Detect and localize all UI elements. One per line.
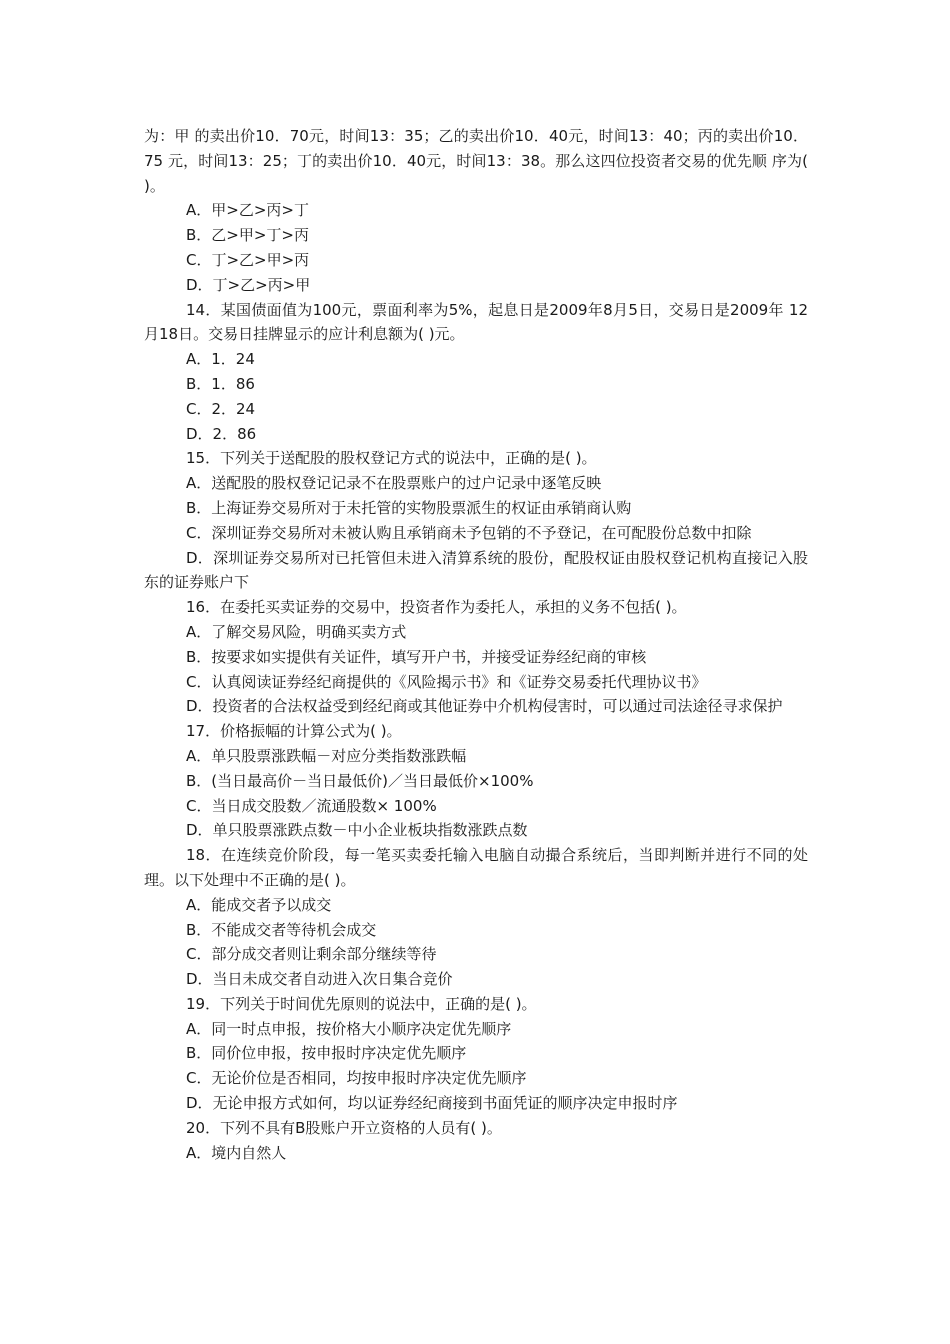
q13-option-c: C．丁>乙>甲>丙 bbox=[186, 250, 310, 269]
q17-option-a: A．单只股票涨跌幅－对应分类指数涨跌幅 bbox=[186, 746, 467, 765]
q18-option-c: C．部分成交者则让剩余部分继续等待 bbox=[186, 945, 437, 964]
q14-option-a: A．1．24 bbox=[186, 350, 255, 369]
q13-option-b: B．乙>甲>丁>丙 bbox=[186, 226, 309, 245]
q16-option-c: C．认真阅读证券经纪商提供的《风险揭示书》和《证券交易委托代理协议书》 bbox=[186, 672, 707, 691]
q19-option-d: D．无论申报方式如何，均以证券经纪商接到书面凭证的顺序决定申报时序 bbox=[186, 1094, 678, 1113]
q18-option-b: B．不能成交者等待机会成交 bbox=[186, 920, 377, 939]
q14-option-c: C．2．24 bbox=[186, 399, 256, 418]
q18-option-a: A．能成交者予以成交 bbox=[186, 895, 332, 914]
q17-option-d: D．单只股票涨跌点数－中小企业板块指数涨跌点数 bbox=[186, 821, 528, 840]
question-15: 15．下列关于送配股的股权登记方式的说法中，正确的是( )。 bbox=[186, 449, 597, 468]
question-19: 19．下列关于时间优先原则的说法中，正确的是( )。 bbox=[186, 994, 537, 1013]
q15-option-a: A．送配股的股权登记记录不在股票账户的过户记录中逐笔反映 bbox=[186, 474, 602, 493]
q19-option-c: C．无论价位是否相同，均按申报时序决定优先顺序 bbox=[186, 1069, 527, 1088]
q15-option-c: C．深圳证券交易所对未被认购且承销商未予包销的不予登记，在可配股份总数中扣除 bbox=[186, 523, 752, 542]
question-20: 20．下列不具有B股账户开立资格的人员有( )。 bbox=[186, 1118, 502, 1137]
q16-option-d: D．投资者的合法权益受到经纪商或其他证券中介机构侵害时，可以通过司法途径寻求保护 bbox=[186, 697, 783, 716]
question-16: 16．在委托买卖证券的交易中，投资者作为委托人，承担的义务不包括( )。 bbox=[186, 598, 687, 617]
question-14: 14．某国债面值为100元，票面利率为5%，起息日是2009年8月5日，交易日是2009年 12月18日。交易日挂牌显示的应计利息额为( )元。 bbox=[144, 300, 808, 344]
q20-option-a: A．境内自然人 bbox=[186, 1143, 287, 1162]
question-17: 17．价格振幅的计算公式为( )。 bbox=[186, 722, 402, 741]
q18-option-d: D．当日未成交者自动进入次日集合竞价 bbox=[186, 970, 453, 989]
q14-option-b: B．1．86 bbox=[186, 374, 255, 393]
q13-option-a: A．甲>乙>丙>丁 bbox=[186, 201, 309, 220]
q16-option-a: A．了解交易风险，明确买卖方式 bbox=[186, 622, 407, 641]
question-13-continuation: 为：甲 的卖出价10．70元，时间13：35；乙的卖出价10．40元，时间13：40；丙的卖出价10．75 元，时间13：25；丁的卖出价10．40元，时间13：38。那么这四位投资者交易的优先顺 序为( )。 bbox=[144, 127, 808, 195]
q15-option-d: D．深圳证券交易所对已托管但未进入清算系统的股份，配股权证由股权登记机构直接记入股东的证券账户下 bbox=[144, 548, 808, 592]
q17-option-b: B．(当日最高价－当日最低价)／当日最低价×100% bbox=[186, 771, 534, 790]
q15-option-b: B．上海证券交易所对于未托管的实物股票派生的权证由承销商认购 bbox=[186, 498, 632, 517]
q19-option-a: A．同一时点申报，按价格大小顺序决定优先顺序 bbox=[186, 1019, 512, 1038]
q16-option-b: B．按要求如实提供有关证件，填写开户书，并接受证券经纪商的审核 bbox=[186, 647, 647, 666]
q13-option-d: D．丁>乙>丙>甲 bbox=[186, 275, 311, 294]
question-18: 18．在连续竞价阶段，每一笔买卖委托输入电脑自动撮合系统后，当即判断并进行不同的处理。以下处理中不正确的是( )。 bbox=[144, 846, 808, 889]
q17-option-c: C．当日成交股数／流通股数× 100% bbox=[186, 796, 437, 815]
q14-option-d: D．2．86 bbox=[186, 424, 257, 443]
q19-option-b: B．同价位申报，按申报时序决定优先顺序 bbox=[186, 1044, 467, 1063]
document-page bbox=[144, 124, 808, 1165]
